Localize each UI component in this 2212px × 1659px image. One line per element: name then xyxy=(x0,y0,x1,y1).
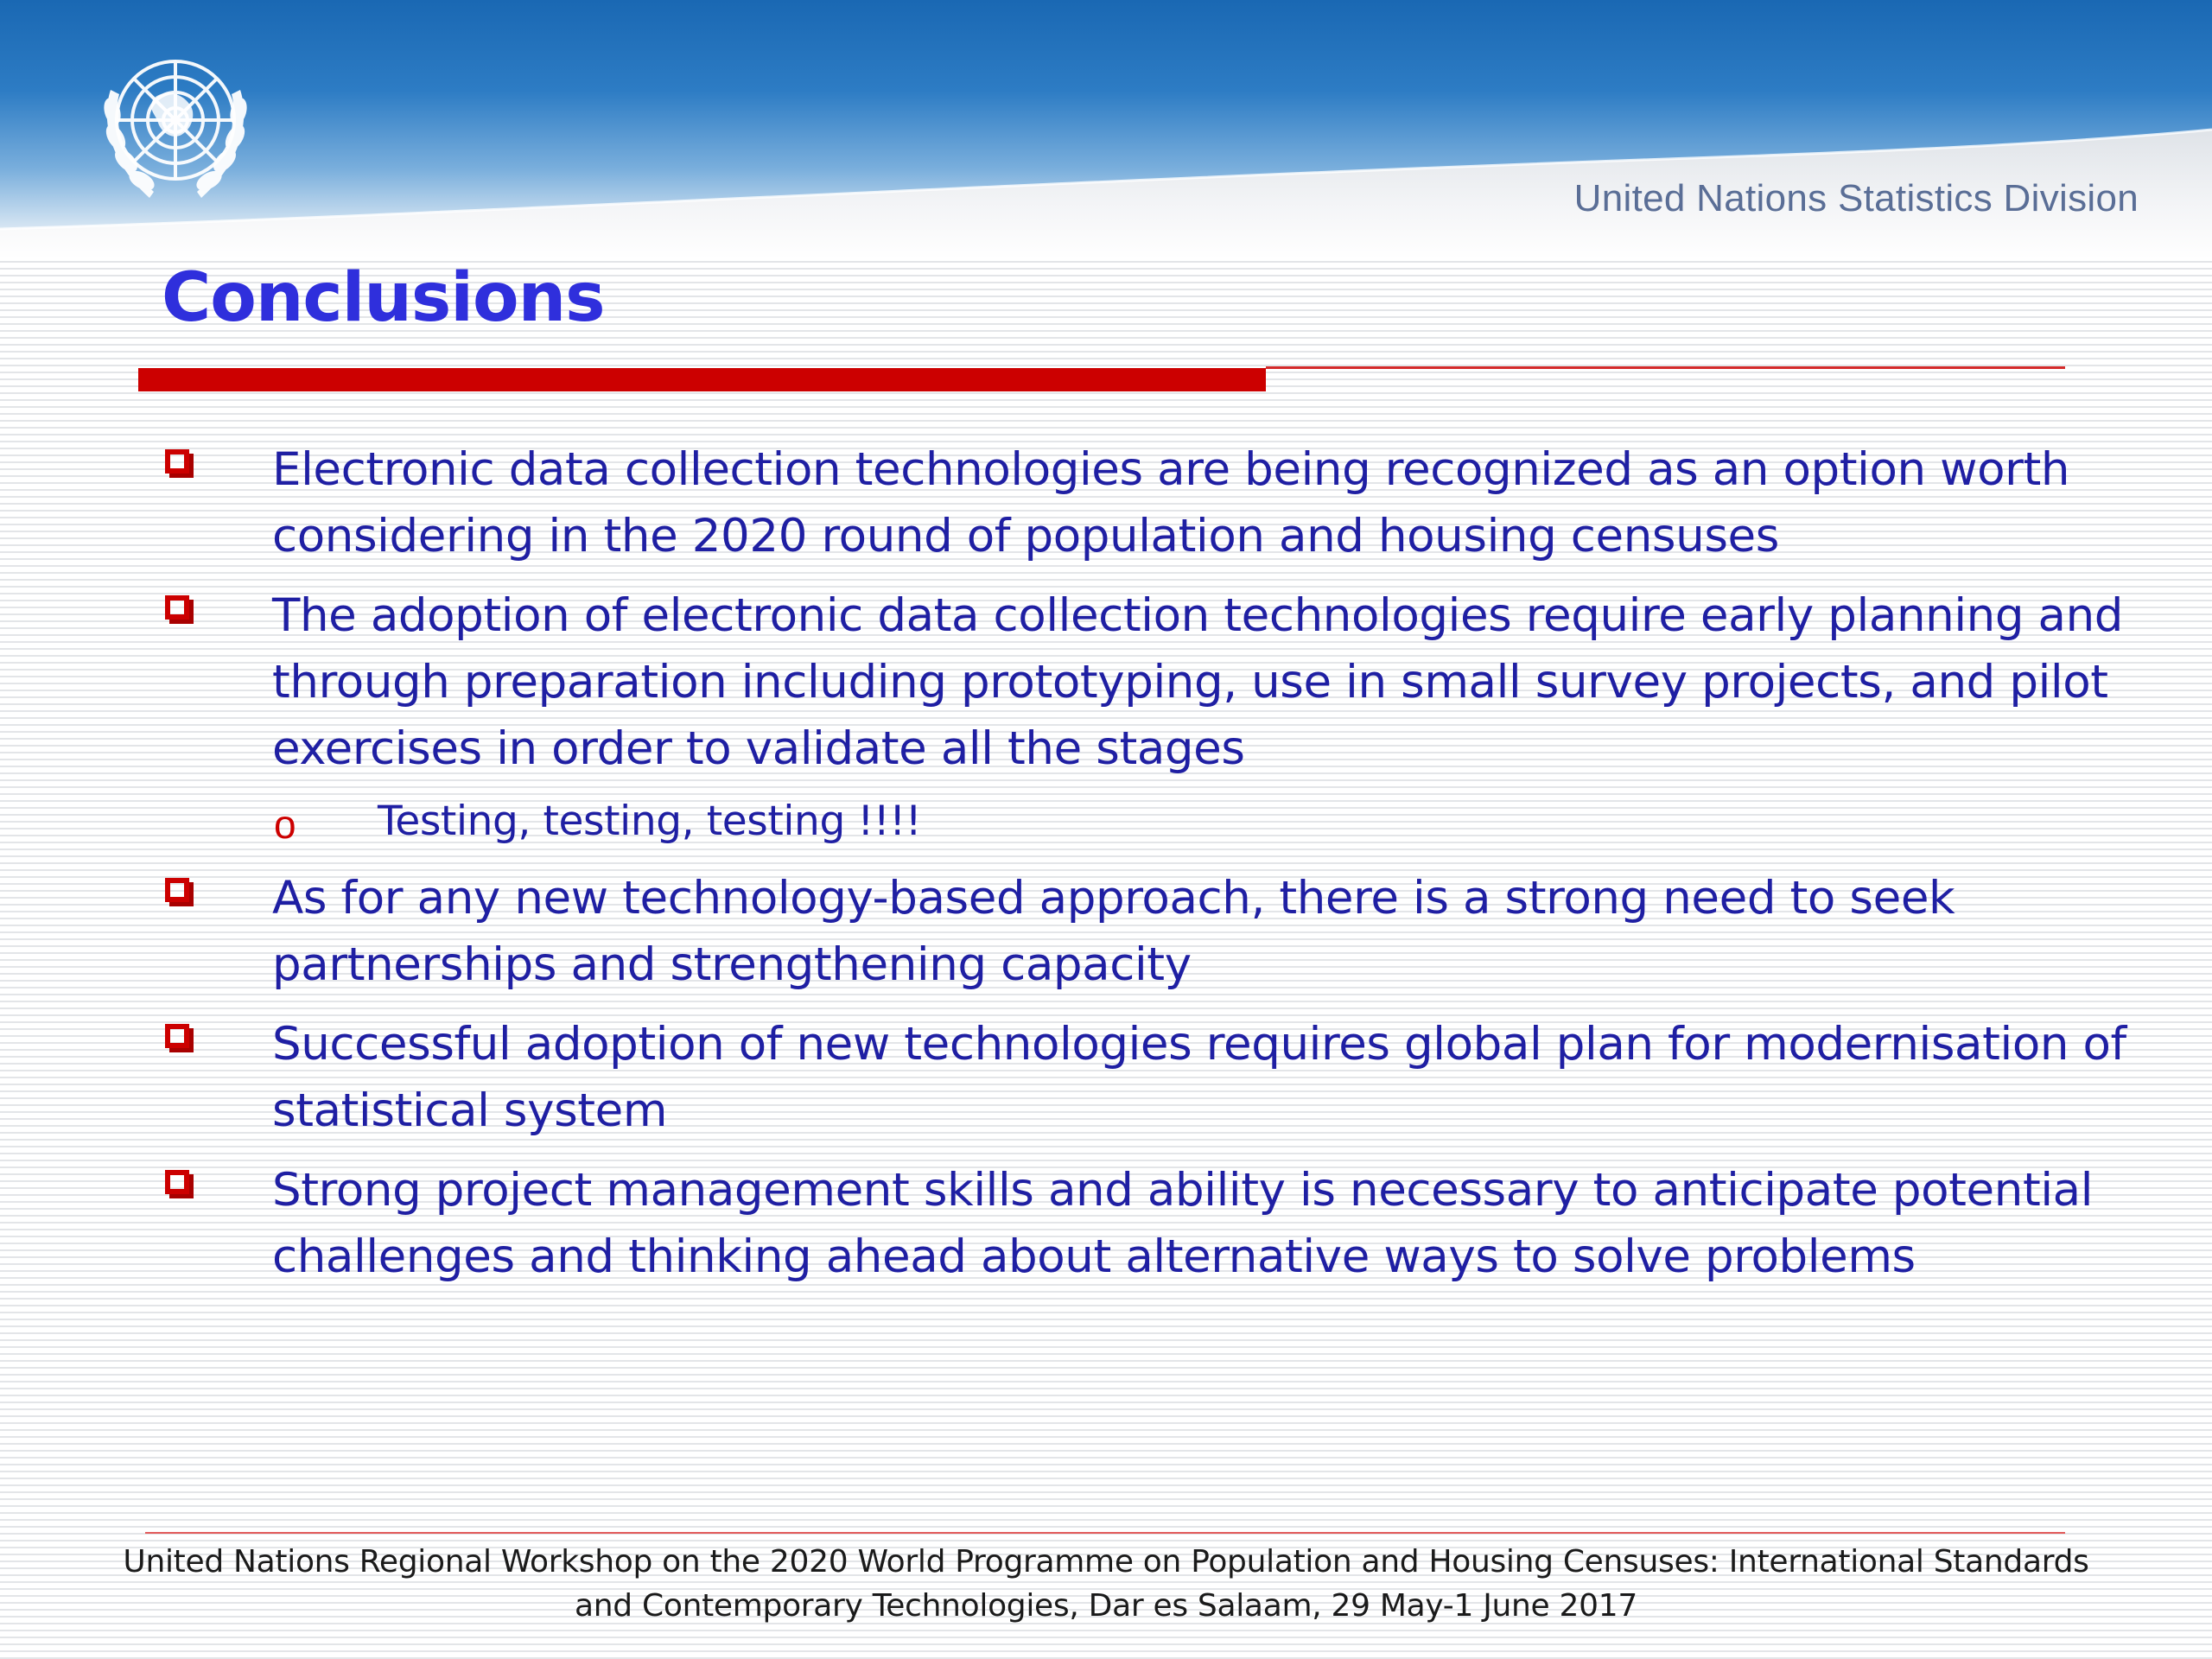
checkbox-bullet-icon xyxy=(165,878,189,902)
list-item xyxy=(272,1157,2156,1290)
sub-bullet-marker: o xyxy=(274,802,296,847)
bullet-text: The adoption of electronic data collection technologies require early planning and through preparation including prototyping, use in small survey projects, and pilot exercises in order to validate all the stages xyxy=(272,589,2124,775)
slide-title: Conclusions xyxy=(162,259,605,337)
bullet-text: As for any new technology-based approach, there is a strong need to seek partnerships and strengthening capacity xyxy=(272,872,1955,991)
checkbox-bullet-icon xyxy=(165,1024,189,1048)
slide-footer xyxy=(86,1540,2126,1628)
footer-divider xyxy=(145,1532,2065,1534)
bullet-text: Strong project management skills and ability is necessary to anticipate potential challenges and thinking ahead about alternative ways to solve problems xyxy=(272,1164,2094,1283)
checkbox-bullet-icon xyxy=(165,1170,189,1194)
footer-line-1: United Nations Regional Workshop on the 2020 World Programme on Population and Housing Censuses: International Standards xyxy=(123,1544,2089,1580)
list-item xyxy=(272,436,2156,569)
list-item xyxy=(272,865,2156,998)
checkbox-bullet-icon xyxy=(165,449,189,474)
sub-bullet-text: Testing, testing, testing !!!! xyxy=(378,798,922,845)
organization-name: United Nations Statistics Division xyxy=(1573,177,2139,219)
checkbox-bullet-icon xyxy=(165,595,189,620)
footer-line-2: and Contemporary Technologies, Dar es Salaam, 29 May-1 June 2017 xyxy=(575,1588,1637,1624)
list-item xyxy=(272,582,2156,782)
bullet-text: Electronic data collection technologies are being recognized as an option worth considering in the 2020 round of population and housing censuses xyxy=(272,443,2070,563)
bullet-text: Successful adoption of new technologies requires global plan for modernisation of statistical system xyxy=(272,1018,2126,1137)
list-item xyxy=(272,1011,2156,1144)
